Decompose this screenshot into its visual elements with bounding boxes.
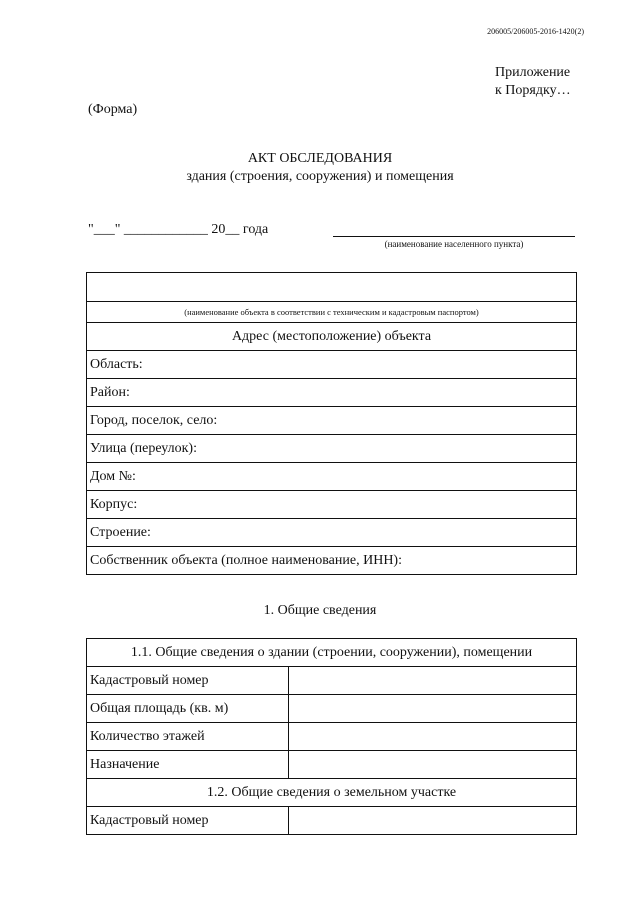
object-name-caption: (наименование объекта в соответствии с техническим и кадастровым паспортом)	[87, 302, 577, 323]
cadastral-number-field[interactable]	[289, 667, 577, 695]
place-underline	[333, 236, 575, 237]
object-table	[86, 272, 577, 575]
floors-count-field[interactable]	[289, 723, 577, 751]
address-row-district[interactable]: Район:	[87, 379, 577, 407]
appendix-note	[495, 64, 571, 100]
address-row-structure[interactable]: Строение:	[87, 519, 577, 547]
land-cadastral-number-field[interactable]	[289, 807, 577, 835]
floors-count-label: Количество этажей	[87, 723, 289, 751]
subsection-1-2-header: 1.2. Общие сведения о земельном участке	[87, 779, 577, 807]
total-area-field[interactable]	[289, 695, 577, 723]
section-1-title: 1. Общие сведения	[263, 603, 377, 618]
address-row-house[interactable]: Дом №:	[87, 463, 577, 491]
address-header: Адрес (местоположение) объекта	[87, 323, 577, 351]
place-caption: (наименование населенного пункта)	[384, 239, 524, 249]
address-row-owner[interactable]: Собственник объекта (полное наименование, ИНН):	[87, 547, 577, 575]
address-row-street[interactable]: Улица (переулок):	[87, 435, 577, 463]
document-title	[0, 150, 640, 186]
title-line-2: здания (строения, сооружения) и помещения	[186, 169, 454, 184]
land-cadastral-number-label: Кадастровый номер	[87, 807, 289, 835]
address-row-region[interactable]: Область:	[87, 351, 577, 379]
subsection-1-1-header: 1.1. Общие сведения о здании (строении, сооружении), помещении	[87, 639, 577, 667]
cadastral-number-label: Кадастровый номер	[87, 667, 289, 695]
purpose-field[interactable]	[289, 751, 577, 779]
address-row-city[interactable]: Город, поселок, село:	[87, 407, 577, 435]
total-area-label: Общая площадь (кв. м)	[87, 695, 289, 723]
appendix-line-2: к Порядку…	[495, 83, 571, 98]
form-label: (Форма)	[88, 102, 138, 117]
date-line: "___" ____________ 20__ года	[88, 222, 269, 237]
address-row-building[interactable]: Корпус:	[87, 491, 577, 519]
document-id: 206005/206005-2016-1420(2)	[487, 27, 584, 36]
purpose-label: Назначение	[87, 751, 289, 779]
general-info-table	[86, 638, 577, 835]
appendix-line-1: Приложение	[495, 65, 571, 80]
object-name-field[interactable]	[87, 273, 577, 302]
title-line-1: АКТ ОБСЛЕДОВАНИЯ	[247, 151, 393, 166]
